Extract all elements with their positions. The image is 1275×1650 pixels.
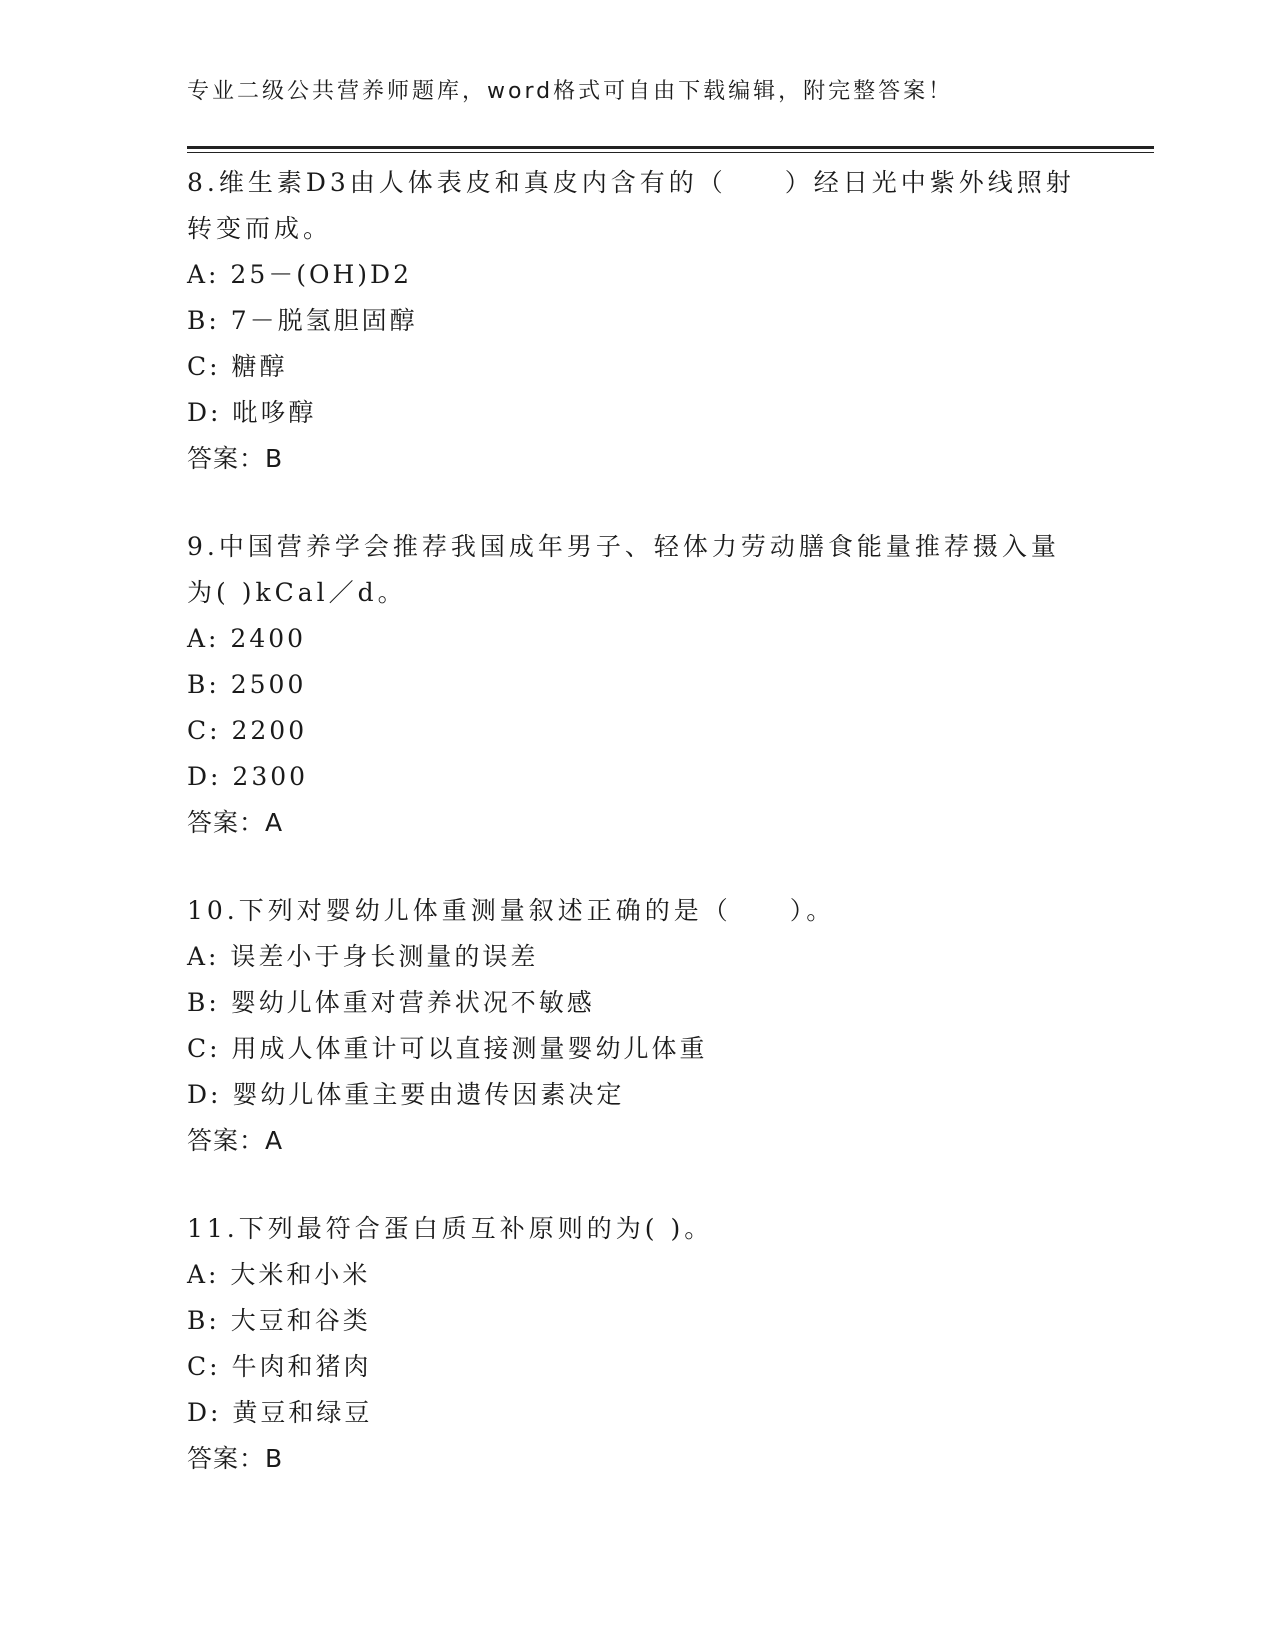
option-c: C: 糖醇 — [187, 352, 288, 381]
option-b: B: 大豆和谷类 — [187, 1306, 371, 1335]
question-10 — [187, 888, 1087, 1164]
option-d: D: 黄豆和绿豆 — [187, 1398, 373, 1427]
option-b: B: 7－脱氢胆固醇 — [187, 306, 418, 335]
answer: 答案：A — [187, 1126, 284, 1155]
option-a: A: 误差小于身长测量的误差 — [187, 942, 539, 971]
question-stem: 9.中国营养学会推荐我国成年男子、轻体力劳动膳食能量推荐摄入量为( )kCal／d。 — [187, 532, 1060, 607]
spacer — [187, 846, 1087, 888]
answer: 答案：B — [187, 444, 284, 473]
option-b: B: 婴幼儿体重对营养状况不敏感 — [187, 988, 595, 1017]
option-b: B: 2500 — [187, 670, 307, 699]
spacer — [187, 482, 1087, 524]
question-stem: 11.下列最符合蛋白质互补原则的为( )。 — [187, 1214, 714, 1243]
answer: 答案：A — [187, 808, 284, 837]
option-a: A: 2400 — [187, 624, 307, 653]
option-c: C: 牛肉和猪肉 — [187, 1352, 372, 1381]
spacer — [187, 1164, 1087, 1206]
option-d: D: 2300 — [187, 762, 309, 791]
option-a: A: 25－(OH)D2 — [187, 260, 412, 289]
question-11 — [187, 1206, 1087, 1482]
option-a: A: 大米和小米 — [187, 1260, 371, 1289]
option-c: C: 用成人体重计可以直接测量婴幼儿体重 — [187, 1034, 708, 1063]
question-stem: 10.下列对婴幼儿体重测量叙述正确的是（ ）。 — [187, 896, 836, 925]
option-d: D: 吡哆醇 — [187, 398, 317, 427]
header-rule-thick — [187, 146, 1154, 149]
answer: 答案：B — [187, 1444, 284, 1473]
page-header: 专业二级公共营养师题库，word格式可自由下载编辑，附完整答案！ — [187, 79, 954, 104]
option-d: D: 婴幼儿体重主要由遗传因素决定 — [187, 1080, 625, 1109]
question-9 — [187, 524, 1087, 846]
question-stem: 8.维生素D3由人体表皮和真皮内含有的（ ）经日光中紫外线照射转变而成。 — [187, 168, 1075, 243]
question-list — [187, 160, 1087, 1482]
header-rule-thin — [187, 152, 1154, 153]
option-c: C: 2200 — [187, 716, 308, 745]
question-8 — [187, 160, 1087, 482]
